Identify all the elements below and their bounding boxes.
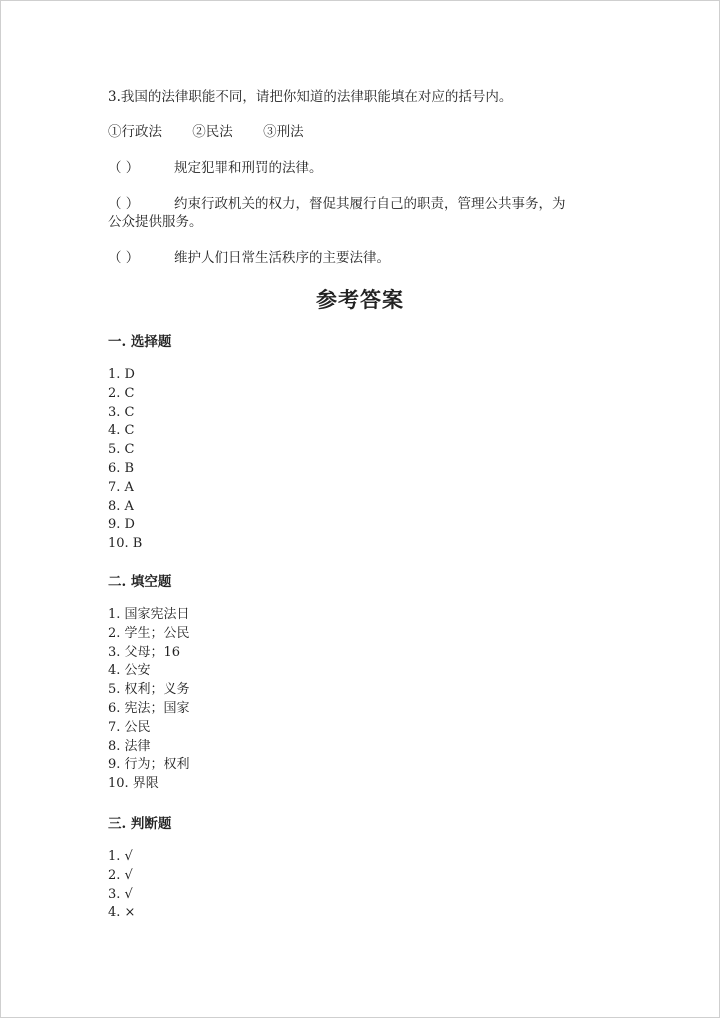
blank-3 <box>108 249 390 268</box>
section-heading-judge: 三. 判断题 <box>108 816 172 832</box>
option-2: ②民法 <box>192 124 233 140</box>
blank-text: 维护人们日常生活秩序的主要法律。 <box>174 250 390 266</box>
answer-item: 7. A <box>108 479 134 495</box>
answer-item: 2. 学生；公民 <box>108 625 190 641</box>
answer-item: 10. 界限 <box>108 776 159 792</box>
answer-item: 5. C <box>108 442 135 458</box>
answer-item: 10. B <box>108 536 143 552</box>
answer-item: 1. D <box>108 367 135 382</box>
option-1: ①行政法 <box>108 124 162 140</box>
answer-item: 1. 国家宪法日 <box>108 607 190 622</box>
section-heading-fill: 二. 填空题 <box>108 574 172 590</box>
blank-paren: （ ） <box>108 250 140 266</box>
blank-paren: （ ） <box>108 160 140 176</box>
blank-1 <box>108 159 323 178</box>
answer-list-choice <box>108 366 142 554</box>
answer-item: 5. 权利；义务 <box>108 682 190 698</box>
blank-2-continued: 公众提供服务。 <box>108 214 203 230</box>
blank-paren: （ ） <box>108 196 140 212</box>
answer-list-judge <box>108 848 135 923</box>
answer-item: 1. √ <box>108 849 133 864</box>
answer-item: 3. C <box>108 404 135 420</box>
answer-item: 8. A <box>108 498 134 514</box>
blank-text: 约束行政机关的权力，督促其履行自己的职责，管理公共事务，为 <box>174 196 566 212</box>
answer-list-fill <box>108 606 190 794</box>
answer-item: 4. 公安 <box>108 663 151 679</box>
answer-item: 7. 公民 <box>108 719 151 735</box>
answer-item: 2. √ <box>108 867 133 883</box>
answer-item: 8. 法律 <box>108 738 151 754</box>
answer-item: 9. D <box>108 517 135 533</box>
answer-item: 3. 父母；16 <box>108 644 181 660</box>
answer-item: 6. B <box>108 460 135 476</box>
blank-2 <box>108 195 566 214</box>
answer-item: 4. × <box>108 905 136 921</box>
answer-item: 3. √ <box>108 886 133 902</box>
answer-item: 2. C <box>108 385 135 401</box>
answers-title: 参考答案 <box>316 287 404 312</box>
question-stem: 3.我国的法律职能不同，请把你知道的法律职能填在对应的括号内。 <box>108 89 513 105</box>
answer-item: 9. 行为；权利 <box>108 757 190 773</box>
option-3: ③刑法 <box>263 124 304 140</box>
section-heading-choice: 一. 选择题 <box>108 334 172 350</box>
answer-item: 4. C <box>108 423 135 439</box>
options-row <box>108 123 304 142</box>
answer-item: 6. 宪法；国家 <box>108 700 190 716</box>
blank-text: 规定犯罪和刑罚的法律。 <box>174 160 323 176</box>
